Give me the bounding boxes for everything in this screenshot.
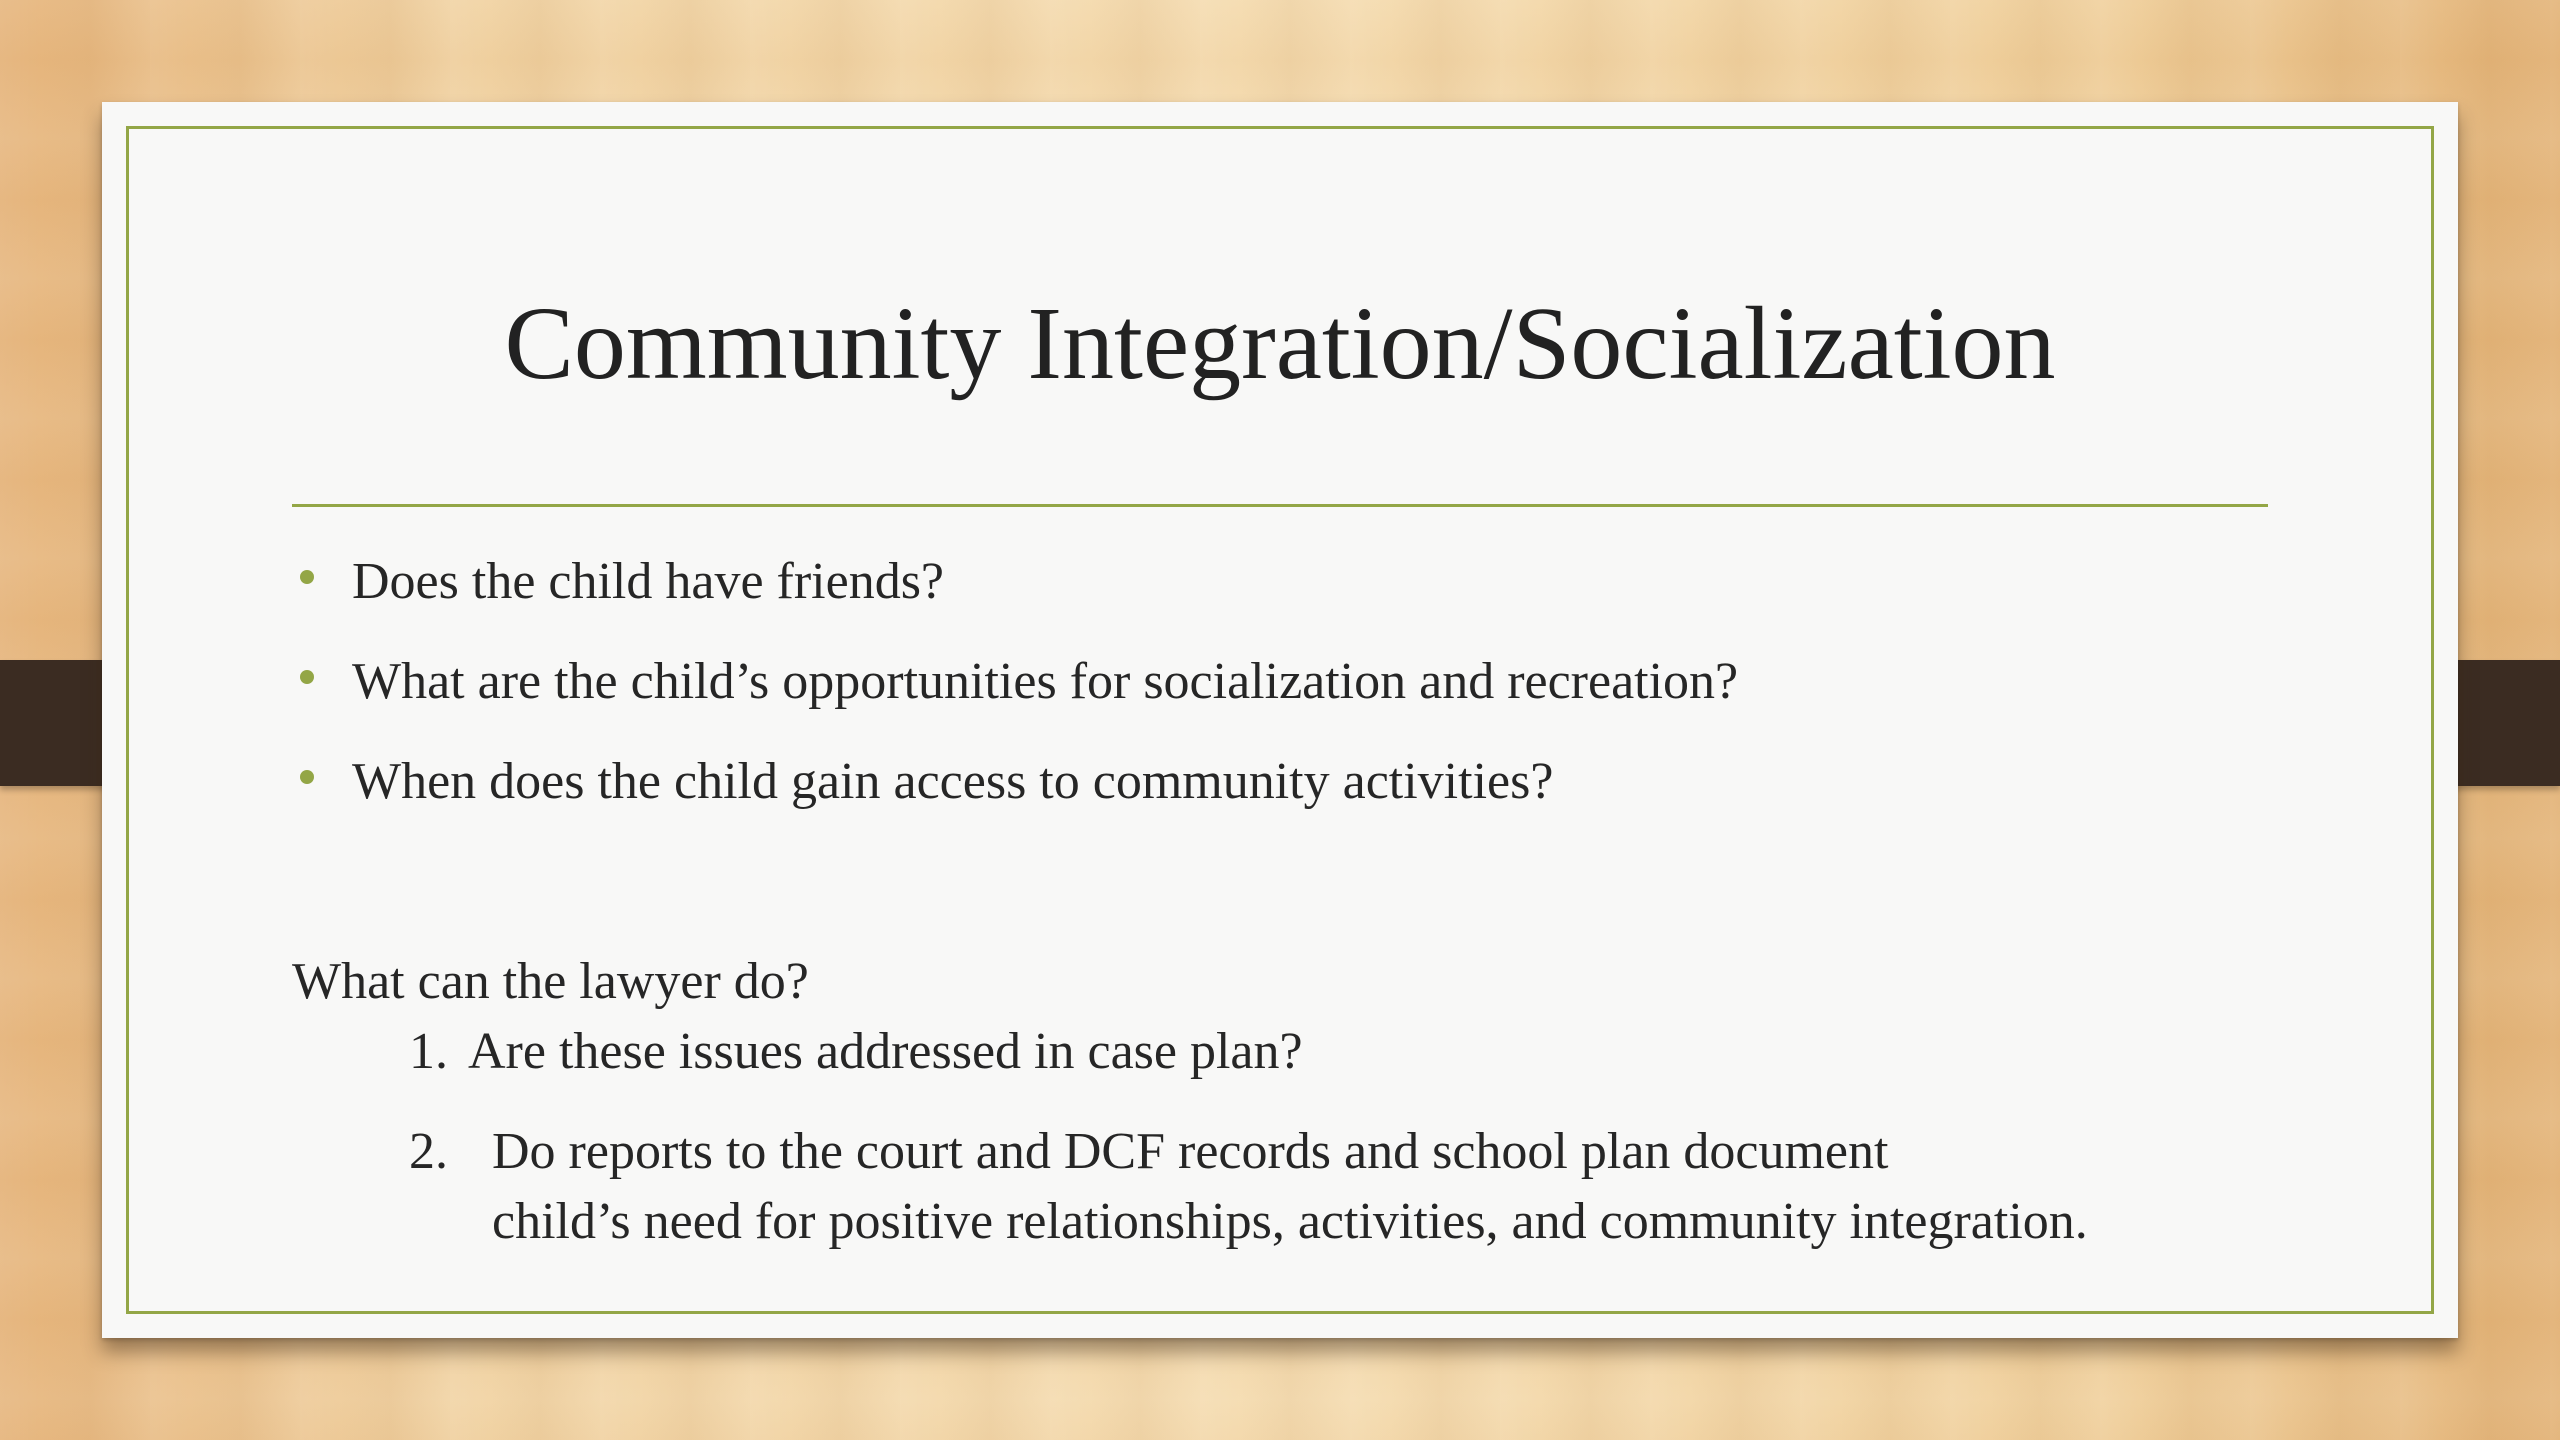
numbered-item-text: Do reports to the court and DCF records and school plan document [492,1123,1889,1180]
numbered-item-text: child’s need for positive relationships, activities, and community integration. [492,1193,2088,1250]
subheading: What can the lawyer do? [292,953,809,1010]
numbered-item-1 [378,1016,2278,1096]
bullet-dot-icon [300,670,314,684]
numbered-item-2 [378,1116,2278,1266]
bullet-item [292,542,1738,642]
bullet-item [292,742,1738,842]
bullet-list [292,542,1738,842]
bullet-text: What are the child’s opportunities for socialization and recreation? [352,653,1739,710]
numbered-item-text: Are these issues addressed in case plan? [468,1023,1303,1080]
bullet-dot-icon [300,570,314,584]
slide-title: Community Integration/Socialization [504,286,2056,401]
title-divider [292,504,2268,507]
slide [102,102,2458,1338]
bullet-item [292,642,1738,742]
bullet-text: When does the child gain access to community activities? [352,753,1554,810]
bullet-text: Does the child have friends? [352,553,945,610]
bullet-dot-icon [300,770,314,784]
numbered-item-number: 1. [409,1023,448,1080]
numbered-item-number: 2. [409,1123,448,1180]
